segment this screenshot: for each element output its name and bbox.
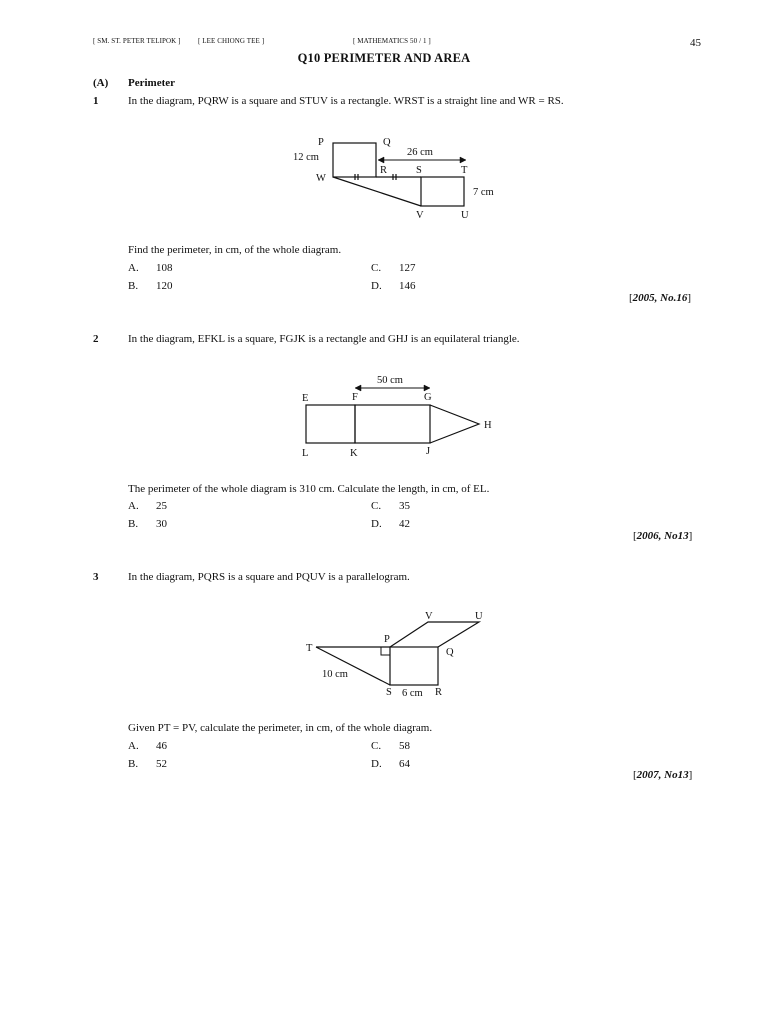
option-value: 108	[156, 262, 173, 274]
option-letter: D.	[371, 518, 382, 530]
label-12cm: 12 cm	[293, 152, 319, 163]
option-value: 58	[399, 740, 410, 752]
option-letter: B.	[128, 758, 139, 770]
option-value: 35	[399, 500, 410, 512]
label-6cm: 6 cm	[402, 688, 423, 699]
label-P: P	[318, 137, 324, 148]
label-26cm: 26 cm	[407, 147, 433, 158]
question-reference: [2005, No.16]	[629, 292, 692, 304]
label-E: E	[302, 393, 309, 404]
label-F: F	[352, 392, 358, 403]
question-reference: [2007, No13]	[633, 769, 693, 781]
label-R: R	[435, 687, 443, 698]
header-subject: [ MATHEMATICS 50 / 1 ]	[353, 37, 431, 45]
option-value: 52	[156, 758, 167, 770]
question-text: Find the perimeter, in cm, of the whole diagram.	[128, 244, 342, 256]
option-value: 30	[156, 518, 167, 530]
label-U: U	[475, 611, 483, 622]
question-number: 3	[93, 571, 99, 583]
label-J: J	[426, 446, 431, 457]
label-50cm: 50 cm	[377, 375, 403, 386]
question-stem: In the diagram, PQRW is a square and STUV is a rectangle. WRST is a straight line and WR = RS.	[128, 95, 564, 107]
question-number: 1	[93, 95, 99, 107]
option-b[interactable]	[128, 758, 167, 770]
label-W: W	[316, 173, 326, 184]
label-S: S	[416, 165, 422, 176]
label-P: P	[384, 634, 390, 645]
label-T: T	[461, 165, 468, 176]
label-T: T	[306, 643, 313, 654]
label-Q: Q	[383, 137, 391, 148]
option-letter: B.	[128, 280, 139, 292]
option-value: 64	[399, 758, 410, 770]
label-R: R	[380, 165, 388, 176]
label-U: U	[461, 210, 469, 221]
question-stem: In the diagram, PQRS is a square and PQUV is a parallelogram.	[128, 571, 410, 583]
label-V: V	[416, 210, 424, 221]
option-letter: A.	[128, 500, 139, 512]
section-name: Perimeter	[128, 77, 176, 89]
question-text: Given PT = PV, calculate the perimeter, in cm, of the whole diagram.	[128, 722, 433, 734]
label-K: K	[350, 448, 358, 459]
label-H: H	[484, 420, 492, 431]
page-title: Q10 PERIMETER AND AREA	[297, 51, 471, 65]
option-letter: D.	[371, 280, 382, 292]
option-c[interactable]	[371, 740, 410, 752]
label-S: S	[386, 687, 392, 698]
option-value: 42	[399, 518, 410, 530]
option-value: 25	[156, 500, 167, 512]
label-7cm: 7 cm	[473, 187, 494, 198]
label-Q: Q	[446, 647, 454, 658]
option-letter: C.	[371, 500, 382, 512]
section-label: (A)	[93, 77, 109, 89]
question-number: 2	[93, 333, 99, 345]
question-reference: [2006, No13]	[633, 530, 693, 542]
label-V: V	[425, 611, 433, 622]
header-teacher: [ LEE CHIONG TEE ]	[198, 37, 265, 45]
question-text: The perimeter of the whole diagram is 310 cm. Calculate the length, in cm, of EL.	[128, 483, 490, 495]
option-d[interactable]	[371, 758, 410, 770]
option-value: 127	[399, 262, 416, 274]
option-letter: A.	[128, 262, 139, 274]
label-L: L	[302, 448, 309, 459]
label-10cm: 10 cm	[322, 669, 348, 680]
option-a[interactable]	[128, 740, 167, 752]
option-letter: D.	[371, 758, 382, 770]
option-letter: B.	[128, 518, 139, 530]
option-value: 46	[156, 740, 167, 752]
option-letter: A.	[128, 740, 139, 752]
option-letter: C.	[371, 740, 382, 752]
header-school: [ SM. ST. PETER TELIPOK ]	[93, 37, 181, 45]
page-number: 45	[690, 37, 701, 49]
option-value: 120	[156, 280, 173, 292]
option-letter: C.	[371, 262, 382, 274]
question-stem: In the diagram, EFKL is a square, FGJK is a rectangle and GHJ is an equilateral triangle.	[128, 333, 520, 345]
option-value: 146	[399, 280, 416, 292]
label-G: G	[424, 392, 432, 403]
